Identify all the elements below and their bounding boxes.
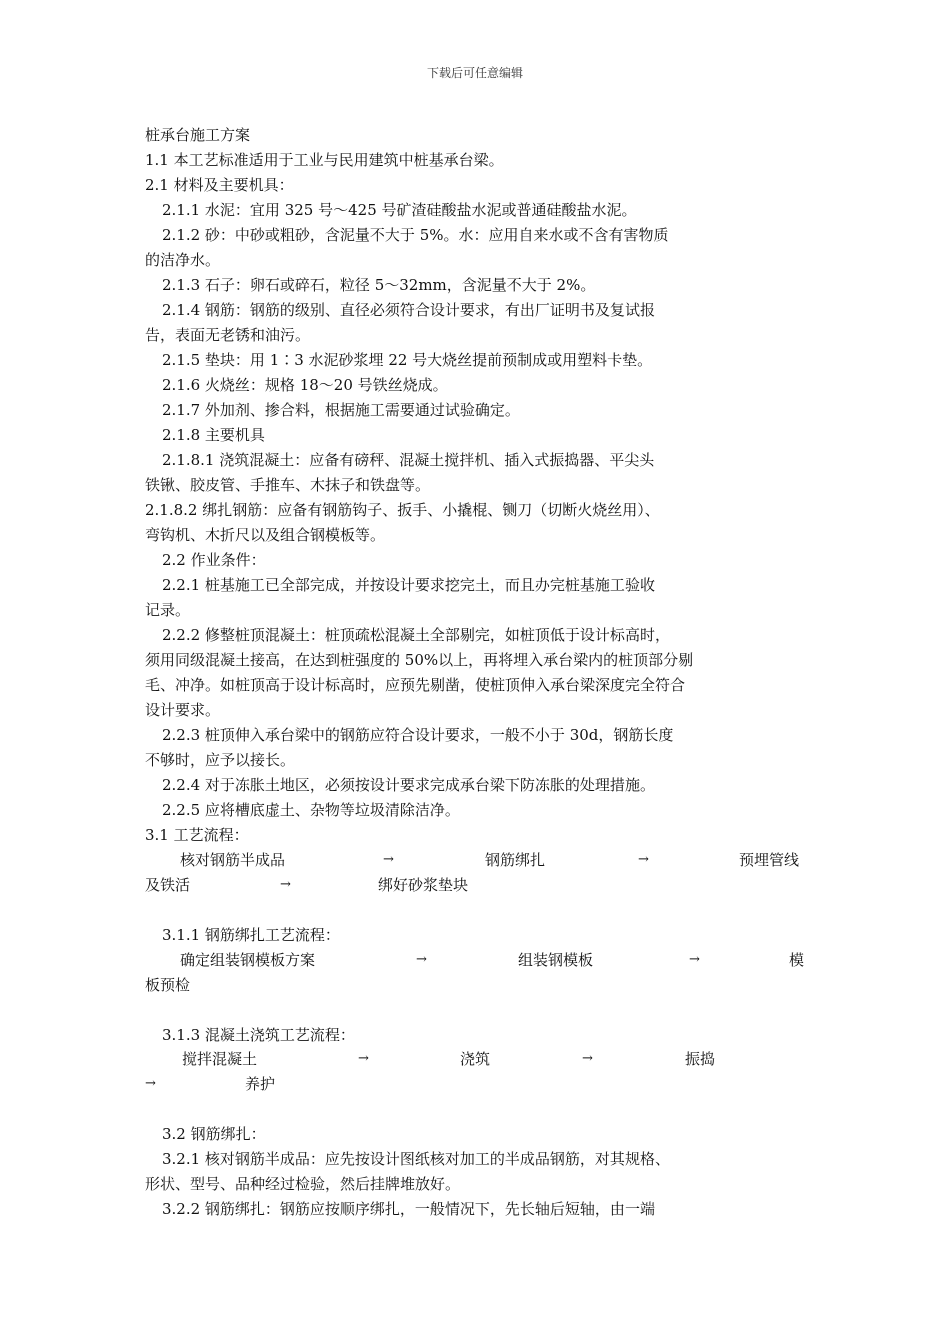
flow-step: 振捣 [685,1050,716,1068]
text-line: 2.2.1 桩基施工已全部完成，并按设计要求挖完土，而且办完桩基施工验收 [162,576,655,594]
text-line: 3.1 工艺流程： [145,826,249,844]
text-line: 2.1.7 外加剂、掺合料，根据施工需要通过试验确定。 [162,401,520,419]
flow-step: 预埋管线 [739,851,800,869]
flow-step: 搅拌混凝土 [182,1050,258,1068]
text-line: 2.1.4 钢筋：钢筋的级别、直径必须符合设计要求，有出厂证明书及复试报 [162,301,655,319]
flow-step: 确定组装钢模板方案 [180,951,316,969]
text-line: 2.1.5 垫块：用 1∶3 水泥砂浆埋 22 号大烧丝提前预制成或用塑料卡垫。 [162,351,653,369]
text-line: 告，表面无老锈和油污。 [145,326,311,344]
text-line: 2.1.1 水泥：宜用 325 号～425 号矿渣硅酸盐水泥或普通硅酸盐水泥。 [162,201,637,219]
text-line: 记录。 [145,601,191,619]
arrow-icon: → [416,952,427,967]
text-line: 3.2 钢筋绑扎： [162,1125,266,1143]
arrow-icon: → [383,852,394,867]
text-line: 2.2 作业条件： [162,551,266,569]
arrow-icon: → [638,852,649,867]
flow-step: 模 [789,951,805,969]
text-line: 铁锹、胶皮管、手推车、木抹子和铁盘等。 [145,476,431,494]
text-line: 弯钩机、木折尺以及组合钢模板等。 [145,526,386,544]
text-line: 2.1.6 火烧丝：规格 18～20 号铁丝烧成。 [162,376,448,394]
text-line: 2.1.8.2 绑扎钢筋：应备有钢筋钩子、扳手、小撬棍、铡刀（切断火烧丝用）、 [145,501,660,519]
text-line: 毛、冲净。如桩顶高于设计标高时，应预先剔凿，使桩顶伸入承台梁深度完全符合 [145,676,686,694]
arrow-icon: → [582,1051,593,1066]
arrow-icon: → [145,1076,156,1091]
text-line: 2.2.2 修整桩顶混凝土：桩顶疏松混凝土全部剔完，如桩顶低于设计标高时， [162,626,670,644]
text-line: 2.2.5 应将槽底虚土、杂物等垃圾清除洁净。 [162,801,460,819]
text-line: 3.2.2 钢筋绑扎：钢筋应按顺序绑扎，一般情况下，先长轴后短轴，由一端 [162,1200,655,1218]
text-line: 2.1.2 砂：中砂或粗砂，含泥量不大于 5%。水：应用自来水或不含有害物质 [162,226,669,244]
flow-step: 组装钢模板 [518,951,594,969]
text-line: 3.1.1 钢筋绑扎工艺流程： [162,926,340,944]
text-line: 3.1.3 混凝土浇筑工艺流程： [162,1026,355,1044]
text-line: 1.1 本工艺标准适用于工业与民用建筑中桩基承台梁。 [145,151,504,169]
flow-step: 钢筋绑扎 [485,851,546,869]
text-line: 须用同级混凝土接高，在达到桩强度的 50%以上，再将埋入承台梁内的桩顶部分剔 [145,651,694,669]
text-line: 2.1.8.1 浇筑混凝土：应备有磅秤、混凝土搅拌机、插入式振捣器、平尖头 [162,451,655,469]
flow-step: 及铁活 [145,876,191,894]
arrow-icon: → [280,877,291,892]
flow-step: 养护 [245,1075,276,1093]
text-line: 的洁净水。 [145,251,221,269]
document-title: 桩承台施工方案 [145,126,251,144]
text-line: 不够时，应予以接长。 [145,751,296,769]
text-line: 2.1 材料及主要机具： [145,176,294,194]
text-line: 形状、型号、品种经过检验，然后挂牌堆放好。 [145,1175,461,1193]
text-line: 设计要求。 [145,701,221,719]
arrow-icon: → [358,1051,369,1066]
arrow-icon: → [689,952,700,967]
flow-step: 绑好砂浆垫块 [378,876,469,894]
text-line: 2.2.4 对于冻胀土地区，必须按设计要求完成承台梁下防冻胀的处理措施。 [162,776,655,794]
flow-step: 板预检 [145,976,191,994]
text-line: 2.1.3 石子：卵石或碎石，粒径 5～32mm，含泥量不大于 2%。 [162,276,596,294]
text-line: 3.2.1 核对钢筋半成品：应先按设计图纸核对加工的半成品钢筋，对其规格、 [162,1150,670,1168]
page-header: 下载后可任意编辑 [426,66,523,80]
flow-step: 浇筑 [460,1050,491,1068]
text-line: 2.1.8 主要机具 [162,426,265,444]
text-line: 2.2.3 桩顶伸入承台梁中的钢筋应符合设计要求，一般不小于 30d，钢筋长度 [162,726,674,744]
flow-step: 核对钢筋半成品 [180,851,286,869]
